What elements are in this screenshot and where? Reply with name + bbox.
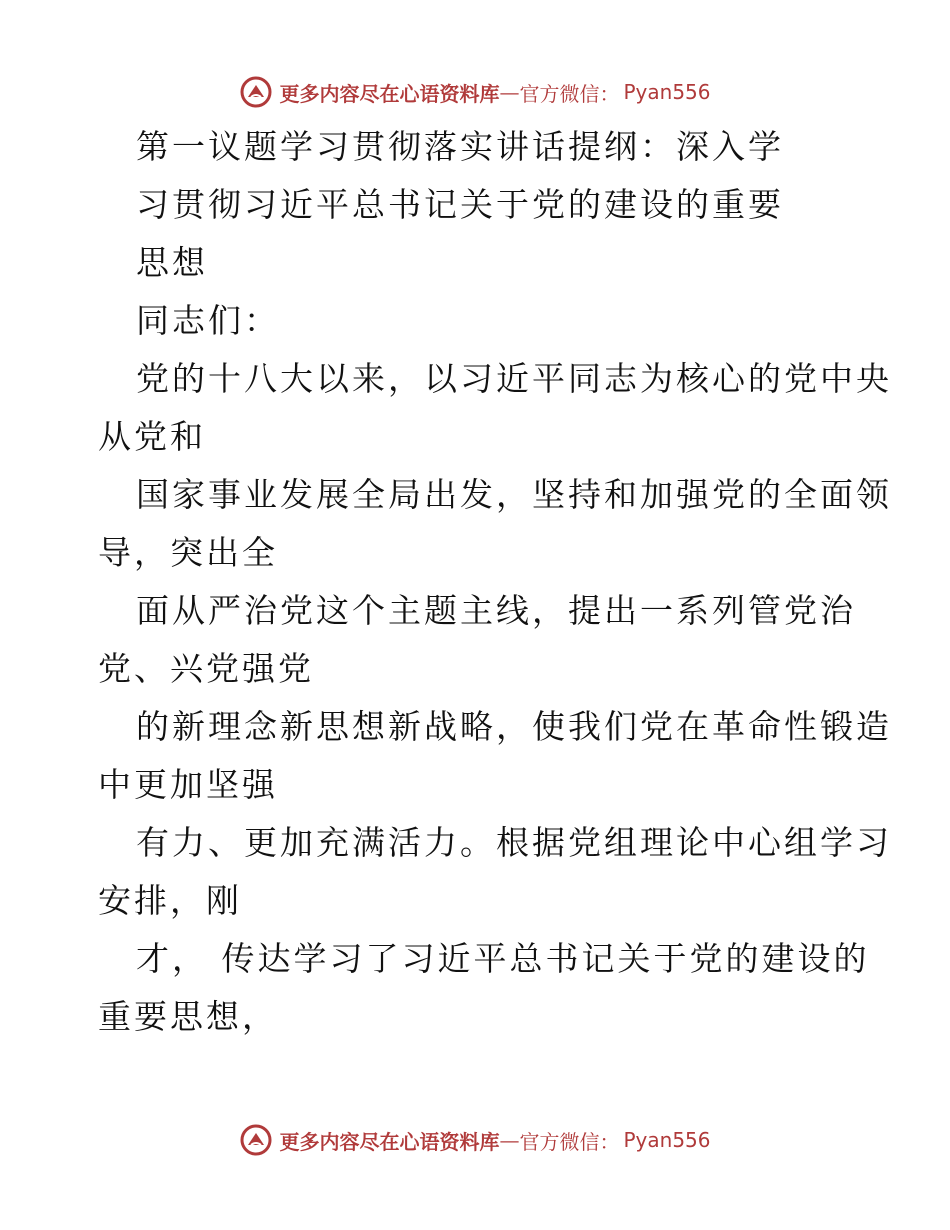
title-line-3: 思想 xyxy=(136,243,208,282)
banner-wechat-id: Pyan556 xyxy=(623,1128,711,1152)
book-logo-icon xyxy=(239,1123,273,1157)
paragraph-line: 才， 传达学习了习近平总书记关于党的建设的 xyxy=(136,939,870,978)
paragraph-line: 重要思想， xyxy=(98,997,278,1036)
paragraph-line: 有力、更加充满活力。根据党组理论中心组学习 xyxy=(136,823,892,862)
paragraph-line: 党的十八大以来，以习近平同志为核心的党中央 xyxy=(136,359,892,398)
header-banner xyxy=(0,72,950,112)
footer-banner xyxy=(0,1120,950,1160)
paragraph-line: 中更加坚强 xyxy=(98,765,278,804)
paragraph-line: 面从严治党这个主题主线，提出一系列管党治 xyxy=(136,591,856,630)
paragraph-line: 国家事业发展全局出发，坚持和加强党的全面领 xyxy=(136,475,892,514)
banner-brand-text: 更多内容尽在心语资料库 xyxy=(279,81,500,106)
salutation: 同志们： xyxy=(136,301,280,340)
paragraph-line: 从党和 xyxy=(98,417,206,456)
title-line-2: 习贯彻习近平总书记关于党的建设的重要 xyxy=(136,185,784,224)
title-line-1: 第一议题学习贯彻落实讲话提纲：深入学 xyxy=(136,127,784,166)
paragraph-line: 导，突出全 xyxy=(98,533,278,572)
document-body xyxy=(98,118,892,1046)
banner-wechat-label: 官方微信： xyxy=(519,1129,620,1154)
banner-wechat-id: Pyan556 xyxy=(623,80,711,104)
banner-wechat-label: 官方微信： xyxy=(519,81,620,106)
banner-separator: — xyxy=(499,1128,520,1152)
banner-separator: — xyxy=(499,80,520,104)
book-logo-icon xyxy=(239,75,273,109)
paragraph-line: 安排，刚 xyxy=(98,881,242,920)
paragraph-line: 党、兴党强党 xyxy=(98,649,314,688)
paragraph-line: 的新理念新思想新战略，使我们党在革命性锻造 xyxy=(136,707,892,746)
banner-brand-text: 更多内容尽在心语资料库 xyxy=(279,1129,500,1154)
